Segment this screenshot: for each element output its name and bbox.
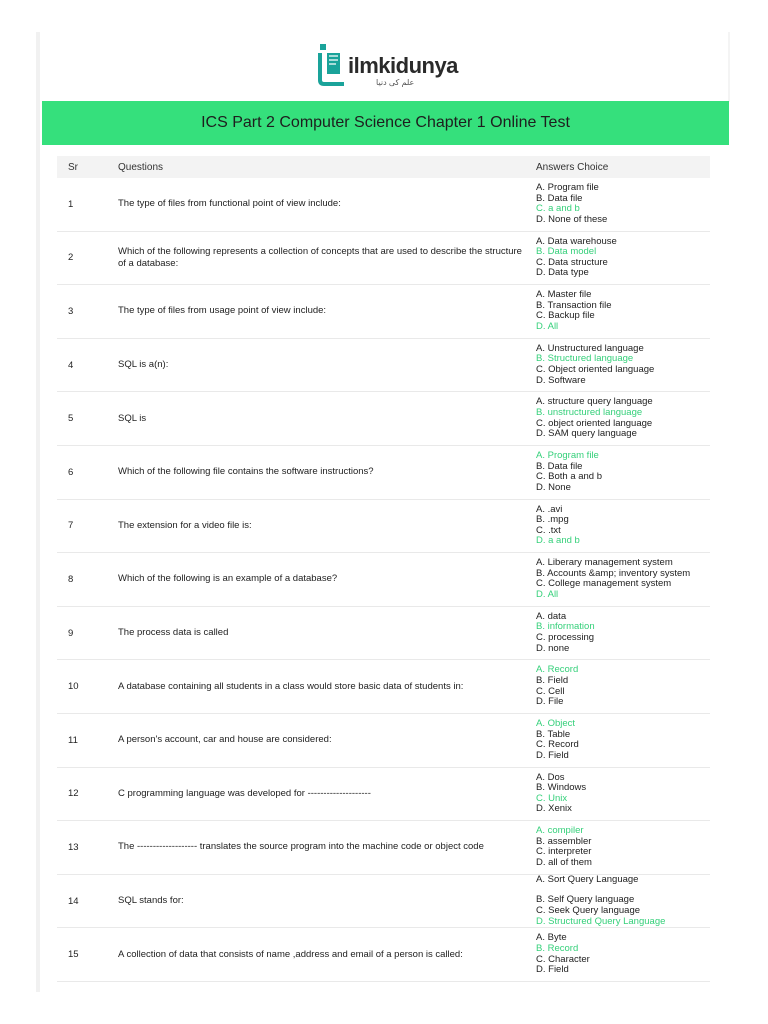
site-logo[interactable] <box>318 44 458 90</box>
table-row <box>57 285 710 339</box>
question-text: A database containing all students in a class would store basic data of students in: <box>118 680 464 692</box>
questions-table <box>57 156 710 982</box>
correct-answer-choice: D. All <box>536 589 559 601</box>
answer-choice: C. Seek Query language <box>536 905 641 917</box>
header-answers: Answers Choice <box>536 161 609 173</box>
row-number: 2 <box>68 252 74 264</box>
answer-choices <box>536 397 710 439</box>
logo-wordmark: ilmkidunya <box>348 53 458 78</box>
question-text: The type of files from usage point of view include: <box>118 305 327 317</box>
question-text: SQL stands for: <box>118 895 184 907</box>
row-number: 11 <box>68 734 78 746</box>
correct-answer-choice: D. Structured Query Language <box>536 915 666 927</box>
page-left-border <box>36 32 40 992</box>
answer-choice: B. assembler <box>536 835 592 847</box>
correct-answer-choice: B. Structured language <box>536 353 634 365</box>
answer-choices <box>536 826 710 868</box>
table-body <box>57 178 710 982</box>
correct-answer-choice: C. a and b <box>536 203 580 215</box>
answer-choice: A. Sort Query Language <box>536 873 639 885</box>
question-text: Which of the following is an example of a database? <box>118 573 338 585</box>
table-row <box>57 232 710 286</box>
row-number: 6 <box>68 466 74 478</box>
answer-choice: C. Character <box>536 953 590 965</box>
answer-choice: A. structure query language <box>536 396 653 408</box>
question-text: The process data is called <box>118 627 229 639</box>
correct-answer-choice: A. compiler <box>536 825 584 837</box>
answer-choices <box>536 290 710 332</box>
correct-answer-choice: A. Object <box>536 718 576 730</box>
answer-choice: D. Field <box>536 749 569 761</box>
correct-answer-choice: B. information <box>536 621 595 633</box>
answer-choice: A. .avi <box>536 503 563 515</box>
row-number: 15 <box>68 949 79 961</box>
table-row <box>57 446 710 500</box>
page-right-border <box>728 32 730 102</box>
correct-answer-choice: A. Record <box>536 664 579 676</box>
answer-choices <box>536 665 710 707</box>
answer-choices <box>536 612 710 654</box>
answer-choice: B. Data file <box>536 460 583 472</box>
question-text: The type of files from functional point of view include: <box>118 198 341 210</box>
answer-choices <box>536 183 710 225</box>
answer-choice: A. Program file <box>536 182 599 194</box>
answer-choices <box>536 933 710 975</box>
correct-answer-choice: B. Data model <box>536 246 597 258</box>
row-number: 7 <box>68 520 74 532</box>
table-row <box>57 821 710 875</box>
row-number: 8 <box>68 573 74 585</box>
correct-answer-choice: B. unstructured language <box>536 407 643 419</box>
answer-choice: D. SAM query language <box>536 428 637 440</box>
answer-choice: A. Unstructured language <box>536 342 644 354</box>
answer-choice: D. Software <box>536 374 586 386</box>
row-number: 14 <box>68 895 79 907</box>
row-number: 10 <box>68 681 79 693</box>
table-row <box>57 178 710 232</box>
question-text: A person's account, car and house are considered: <box>118 734 332 746</box>
table-row <box>57 928 710 982</box>
correct-answer-choice: C. Unix <box>536 792 568 804</box>
answer-choice: C. Both a and b <box>536 471 603 483</box>
question-text: Which of the following file contains the software instructions? <box>118 466 374 478</box>
answer-choice: C. interpreter <box>536 846 592 858</box>
answer-choice: D. None of these <box>536 213 608 225</box>
correct-answer-choice: B. Record <box>536 943 579 955</box>
answer-choices <box>536 558 710 600</box>
correct-answer-choice: D. All <box>536 321 559 333</box>
answer-choice: A. Liberary management system <box>536 557 673 569</box>
answer-choice: C. processing <box>536 632 595 644</box>
answer-choice: D. all of them <box>536 857 592 869</box>
answer-choice: C. Cell <box>536 685 565 697</box>
row-number: 1 <box>68 198 74 210</box>
table-row <box>57 500 710 554</box>
answer-choice: C. Data structure <box>536 256 608 268</box>
answer-choice: D. None <box>536 481 571 493</box>
header-sr: Sr <box>68 161 78 173</box>
correct-answer-choice: D. a and b <box>536 535 580 547</box>
answer-choice: B. Windows <box>536 782 587 794</box>
table-row <box>57 553 710 607</box>
header-questions: Questions <box>118 161 164 173</box>
answer-choice: C. College management system <box>536 578 672 590</box>
question-text: The extension for a video file is: <box>118 519 252 531</box>
answer-choice: B. Self Query language <box>536 894 635 906</box>
answer-choice: D. none <box>536 642 570 654</box>
answer-choices <box>536 451 710 493</box>
table-row <box>57 392 710 446</box>
answer-choice: B. Accounts &amp; inventory system <box>536 567 691 579</box>
answer-choices <box>536 237 710 279</box>
table-row <box>57 875 710 929</box>
title-banner <box>42 101 729 145</box>
table-row <box>57 714 710 768</box>
row-number: 5 <box>68 413 74 425</box>
answer-choice: D. Xenix <box>536 803 572 815</box>
answer-choice: C. Backup file <box>536 310 595 322</box>
answer-choice: A. Byte <box>536 932 567 944</box>
answer-choice: B. .mpg <box>536 514 569 526</box>
answer-choices <box>536 344 710 386</box>
answer-choices <box>536 505 710 547</box>
answer-choice: B. Table <box>536 728 571 740</box>
row-number: 4 <box>68 359 74 371</box>
answer-choice: A. data <box>536 610 567 622</box>
question-text: SQL is a(n): <box>118 359 169 371</box>
answer-choice: A. Dos <box>536 771 565 783</box>
answer-choice: D. Data type <box>536 267 589 279</box>
answer-choice: A. Master file <box>536 289 592 301</box>
answer-choice: D. Field <box>536 964 569 976</box>
row-number: 12 <box>68 788 79 800</box>
answer-choice: B. Transaction file <box>536 299 612 311</box>
table-row <box>57 607 710 661</box>
page-title: ICS Part 2 Computer Science Chapter 1 Online Test <box>201 114 570 131</box>
question-text: SQL is <box>118 412 147 424</box>
answer-choice: C. .txt <box>536 524 561 536</box>
answer-choices <box>536 875 710 927</box>
row-number: 9 <box>68 627 74 639</box>
answer-choice: A. Data warehouse <box>536 235 617 247</box>
answer-choice: C. Record <box>536 739 579 751</box>
answer-choices <box>536 719 710 761</box>
logo-urdu-text: علم کی دنیا <box>376 78 415 87</box>
table-header <box>57 156 710 178</box>
question-text: Which of the following represents a collection of concepts that are used to describe the structure of a database: <box>118 245 522 269</box>
table-row <box>57 768 710 822</box>
answer-choices <box>536 773 710 815</box>
correct-answer-choice: A. Program file <box>536 450 599 462</box>
question-text: The ------------------- translates the source program into the machine code or object code <box>118 841 484 853</box>
answer-choice: B. Field <box>536 675 569 687</box>
answer-choice: B. Data file <box>536 192 583 204</box>
answer-choice: C. Object oriented language <box>536 364 655 376</box>
question-text: C programming language was developed for -------------------- <box>118 787 371 799</box>
row-number: 3 <box>68 305 74 317</box>
book-logo-icon <box>318 44 346 88</box>
table-row <box>57 339 710 393</box>
question-text: A collection of data that consists of name ,address and email of a person is called: <box>118 948 463 960</box>
table-row <box>57 660 710 714</box>
answer-choice: D. File <box>536 696 564 708</box>
answer-choice: C. object oriented language <box>536 417 653 429</box>
row-number: 13 <box>68 841 79 853</box>
